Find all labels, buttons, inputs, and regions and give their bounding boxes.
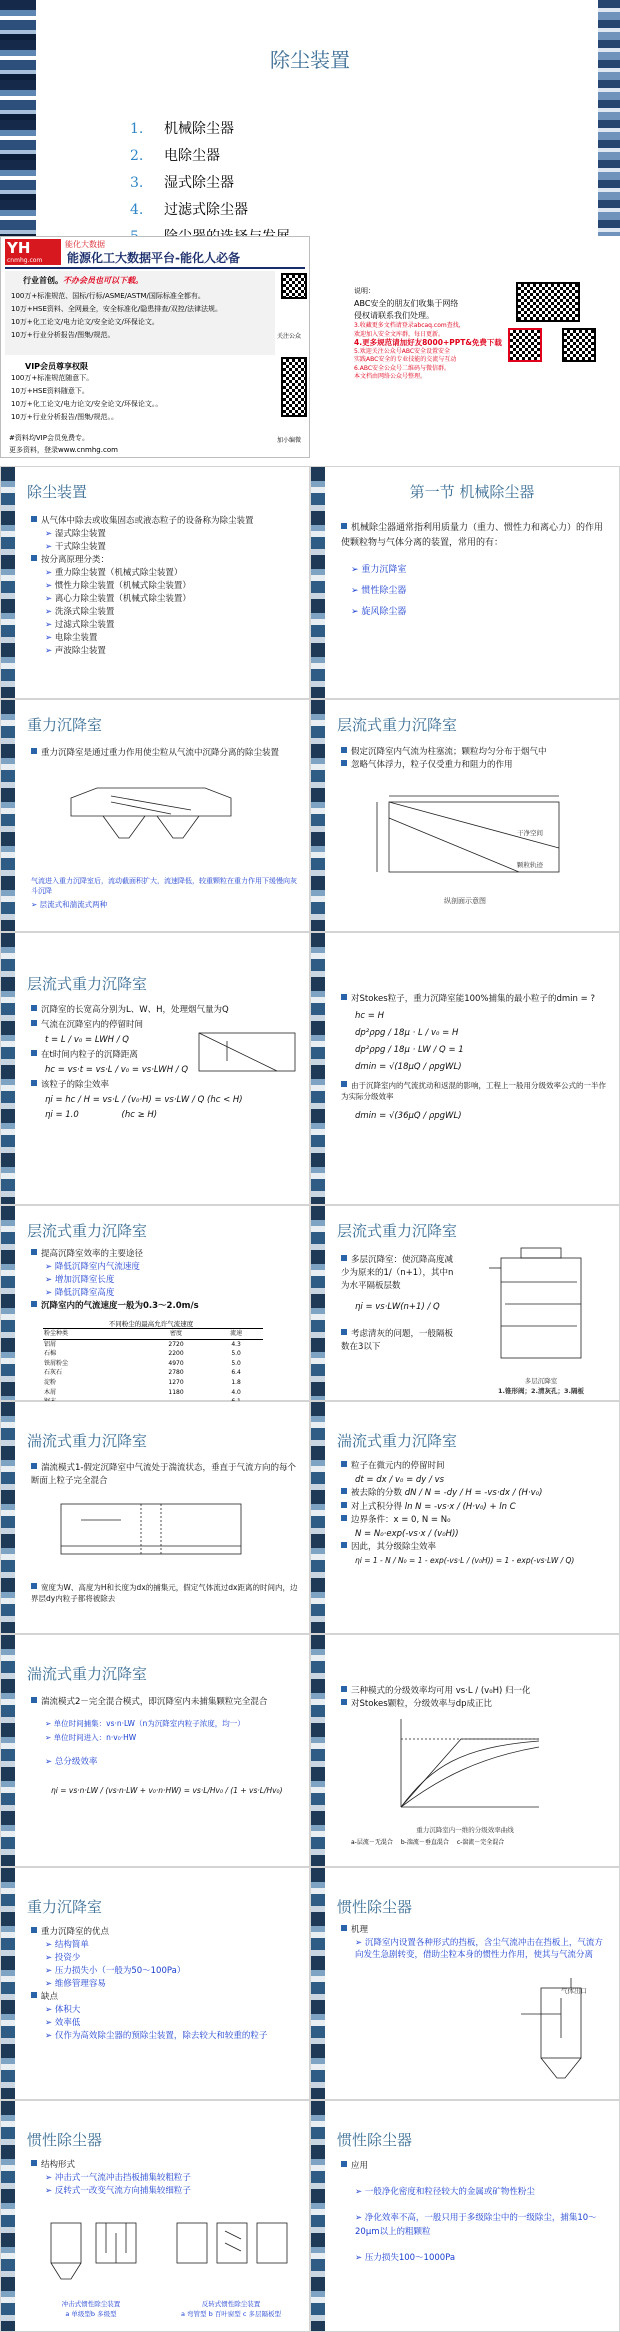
bullet-text: 宽度为W、高度为H和长度为dx的捕集元，假定气体流过dx距离的时间内，边界层dy内粒子都将被除去: [31, 1583, 298, 1603]
sub-bullet-text: 降低沉降室高度: [54, 1288, 115, 1298]
slide-stripe: [1, 700, 15, 931]
sub-bullet-text: ➢ 层流式和湍流式两种: [31, 900, 108, 909]
bullet-icon: [31, 2160, 37, 2166]
figure-caption: 1.锥形阀；2.清灰孔；3.隔板: [498, 1387, 584, 1395]
sub-bullet-text: 过滤式除尘装置: [54, 620, 115, 630]
ad-qr-caption-2: 加小编微: [277, 437, 302, 444]
table-cell: 1180: [168, 1388, 184, 1396]
ad-banner-left[interactable]: [0, 236, 310, 458]
slide-stripe: [311, 1402, 325, 1633]
table-row: [43, 1349, 263, 1359]
cover-item-num: 4.: [130, 202, 144, 218]
figure-caption: 反转式惯性除尘装置: [201, 2300, 261, 2308]
bullet-icon: [341, 994, 347, 1000]
bullet-text: 因此，其分级除尘效率: [351, 1542, 437, 1552]
ad-right-red-line: 3.收藏更多文档请登录abcaq.com查找，: [354, 322, 465, 329]
sub-bullet-text: 声波除尘装置: [54, 646, 106, 656]
slide-title: 层流式重力沉降室: [27, 1222, 148, 1240]
table-row: [43, 1388, 263, 1398]
formula: ηi = vs·n·LW / (vs·n·LW + v₀·n·HW) = vs·L/Hv₀ / (1 + vs·L/Hv₀): [51, 1786, 283, 1795]
bullet-text: 按分离原理分类：: [41, 555, 110, 565]
table-cell: 1270: [168, 1378, 184, 1386]
cover-item-label: 电除尘器: [164, 148, 220, 164]
ad-right-red-text: [354, 322, 504, 382]
formula: ln N = -vs·x / (H·v₀) + ln C: [404, 1501, 516, 1512]
slide-title: 湍流式重力沉降室: [27, 1432, 148, 1450]
bullet-text: 多层沉降室：使沉降高度减少为原来的1/（n+1），其中n为水平隔板层数: [341, 1255, 454, 1291]
legend-item: c-湍流－完全混合: [456, 1839, 505, 1846]
sub-bullet-text: 离心力除尘装置（机械式除尘装置）: [54, 594, 191, 604]
ad-right-label: 说明：: [354, 287, 375, 295]
bullet-text: 该粒子的除尘效率: [41, 1080, 110, 1090]
ad-right-qr-3[interactable]: [562, 328, 596, 362]
slide-body: [31, 746, 291, 760]
slide-stripe: [311, 1868, 325, 2099]
bullet-icon: [341, 1699, 347, 1705]
slide-body: 机理 ➢ 沉降室内设置各种形式的挡板，含尘气流冲击在挡板上，气流方向发生急剧转变，借助尘粒本身的惯性力作用，使其与气流分离: [341, 1924, 611, 1961]
ad-right-qr-1[interactable]: [508, 328, 542, 362]
slide-body: 重力沉降室的优点 ➢ 结构简单 ➢ 投资少 ➢ 压力损失小（一般为50～100Pa） ➢ 维修管理容易 缺点 ➢ 体积大 ➢ 效率低 ➢ 仅作为高效除尘器的预除尘装置，除去较大和较重的粒子: [31, 1926, 301, 2043]
slide-11: [0, 1401, 310, 1634]
bullet-text: 粒子在微元内的停留时间: [351, 1461, 445, 1471]
bullet-icon: [31, 1050, 37, 1056]
ad-free-note: 不办会员也可以下载。: [63, 276, 143, 285]
bullet-icon: [341, 1515, 347, 1521]
formula: dt = dx / v₀ = dy / vs: [355, 1474, 445, 1485]
bullet-icon: [341, 1925, 347, 1931]
figure-caption: a 弯管型 b 百叶窗型 c 多层隔板型: [180, 2310, 281, 2318]
table-caption: 不同粉尘的最高允许气流速度: [108, 1320, 194, 1328]
ad-right-red-line: 欢迎加入安全文库群，每日更新。: [354, 330, 445, 338]
ad-free-line: 10万+行业分析报告/图集/规范。: [11, 331, 115, 339]
sub-bullet-text: 增加沉降室长度: [54, 1275, 115, 1285]
slide-body-2: [31, 1582, 301, 1604]
slide-8: [310, 932, 620, 1205]
impact-collector-figure: [41, 2213, 141, 2293]
cover-item-label: 过滤式除尘器: [164, 202, 248, 218]
sub-bullet-text: 结构简单: [54, 1940, 89, 1950]
bullet-icon: [341, 2161, 347, 2167]
cover-list: [130, 118, 290, 238]
sub-bullet-text: 惯性除尘器: [361, 586, 407, 596]
ad-right-red-line: 4.更多规范请加好友8000+PPT&免费下载: [354, 338, 502, 347]
sub-bullet-text: 旋风除尘器: [361, 607, 407, 617]
slide-17: [0, 2100, 310, 2332]
figure-label-track: 颗粒轨迹: [517, 861, 543, 869]
ad-right-line1: ABC安全的朋友们收集于网络: [354, 299, 459, 308]
figure-caption: 纵剖面示意图: [444, 897, 486, 905]
formula: hc = vs·t = vs·L / v₀ = vs·LWH / Q: [45, 1065, 189, 1075]
ad-vip-box: [5, 359, 275, 431]
bullet-text: 应用: [351, 2161, 369, 2171]
ad-right-red-line: 5.欢迎关注公众号ABC安全设置安全: [354, 347, 451, 355]
formula: ηi = 1 - N / N₀ = 1 - exp(-vs·L / (v₀H)) = 1 - exp(-vs·LW / Q): [355, 1555, 575, 1565]
slide-stripe: [311, 933, 325, 1204]
bullet-icon: [31, 748, 37, 754]
ad-free-line: 10万+HSE资料、全网最全，安全标准化/隐患排查/双控/法律法规。: [11, 305, 222, 313]
slide-stripe: [1, 1635, 15, 1866]
sub-bullet-label: 层流式和湍流式两种: [39, 900, 108, 909]
slide-14: [310, 1634, 620, 1867]
formula-condition: (hc ≥ H): [121, 1110, 158, 1120]
bullet-icon: [31, 1583, 37, 1589]
sub-bullet-text: 效率低: [54, 2018, 81, 2028]
table-cell: 4970: [168, 1359, 184, 1367]
slide-title: 层流式重力沉降室: [27, 975, 148, 993]
slide-stripe: [311, 467, 325, 698]
table-header: 密度: [170, 1330, 183, 1337]
sub-bullet-text: 压力损失100～1000Pa: [364, 2253, 456, 2263]
ad-vip-line: 10万+化工论文/电力论文/安全论文/环保论文。。: [11, 400, 163, 408]
settling-chamber-figure: [71, 786, 231, 844]
slide-body: 机械除尘器通常指利用质量力（重力、惯性力和离心力）的作用使颗粒物与气体分离的装置，常用的有： ➢ 重力沉降室 ➢ 惯性除尘器 ➢ 旋风除尘器: [341, 523, 604, 617]
cover-item-num: 3.: [130, 175, 144, 191]
bullet-text: 在t时间内粒子的沉降距离: [41, 1050, 138, 1060]
slide-body: 应用 ➢ 一般净化密度和粒径较大的金属或矿物性粉尘 ➢ 净化效率不高，一般只用于多级除尘中的一级除尘，捕集10～20μm以上的粗颗粒 ➢ 压力损失100～1000Pa: [341, 2159, 603, 2265]
formula: t = L / v₀ = LWH / Q: [45, 1035, 129, 1045]
slide-title: 惯性除尘器: [337, 2131, 413, 2149]
ad-qr-caption-1: 关注公众: [277, 333, 302, 340]
formula: dp²ρpg / 18μ · L / v₀ = H: [355, 1028, 459, 1038]
sub-bullet-text: 体积大: [54, 2005, 81, 2015]
ad-qr-code-1[interactable]: [281, 273, 307, 299]
bullet-icon: [341, 760, 347, 766]
table-cell: 石灰石: [44, 1369, 63, 1377]
sub-bullet-text: 单位时间捕集：vs·n·LW（n为沉降室内粒子浓度，均一）: [53, 1719, 245, 1728]
ad-right-red-line: 6.ABC安全公众号二维码与微信群。: [354, 364, 451, 372]
sub-bullet-text: 压力损失小（一般为50～100Pa）: [54, 1966, 186, 1976]
bullet-text: 被去除的分数: [351, 1488, 403, 1498]
slide-stripe: [1, 1402, 15, 1633]
table-cell: 2780: [168, 1369, 184, 1377]
sub-bullet-text: 一般净化密度和粒径较大的金属或矿物性粉尘: [364, 2187, 535, 2197]
slide-caption: 气流进入重力沉降室后，流动截面积扩大，流速降低，较重颗粒在重力作用下缓慢向灰斗沉降: [31, 877, 297, 895]
baffle-figure: [511, 1978, 601, 2088]
reverse-collector-figure: [171, 2213, 291, 2293]
bullet-text: 忽略气体浮力，粒子仅受重力和阻力的作用: [351, 760, 513, 770]
ad-divider: [5, 267, 305, 269]
sub-bullet-text: 重力沉降室: [361, 565, 407, 575]
bullet-text: 对Stokes颗粒，分级效率与dp成正比: [351, 1699, 492, 1709]
cover-title: 除尘装置: [270, 48, 350, 72]
bullet-text: 沉降室内的气流速度一般为0.3～2.0m/s: [41, 1301, 199, 1311]
bullet-icon: [341, 1461, 347, 1467]
ad-free-line: 100万+标准规范、国标/行标/ASME/ASTM/国际标准全都有。: [11, 292, 205, 300]
bullet-icon: [341, 1686, 347, 1692]
chart-legend: [351, 1837, 611, 1846]
bullet-text: 湍流模式2－完全混合模式，即沉降室内未捕集颗粒完全混合: [41, 1697, 268, 1707]
ad-logo-url: cnmhg.com: [7, 257, 43, 264]
slide-13: [0, 1634, 310, 1867]
table-cell: 4.0: [231, 1388, 241, 1396]
slide-stripe: [1, 467, 15, 698]
bullet-icon: [31, 1927, 37, 1933]
bullet-icon: [341, 1488, 347, 1494]
sub-bullet-text: 重力除尘装置（机械式除尘装置）: [54, 568, 183, 578]
sub-bullet-text: 单位时间进入：n·v₀·HW: [53, 1733, 137, 1742]
table-cell: 4.3: [231, 1340, 241, 1348]
cover-item-num: 1.: [130, 121, 144, 137]
bullet-icon: [31, 1020, 37, 1026]
slide-3: [0, 466, 310, 699]
ad-free-box: [5, 271, 275, 355]
sub-bullet-text: 仅作为高效除尘器的预除尘装置，除去较大和较重的粒子: [54, 2031, 268, 2041]
bullet-icon: [31, 516, 37, 522]
table-header-row: [43, 1329, 263, 1340]
slide-15: [0, 1867, 310, 2100]
slide-title: 惯性除尘器: [337, 1898, 413, 1916]
bullet-text: 气流在沉降室内的停留时间: [41, 1020, 144, 1030]
table-cell: 铝屑: [44, 1340, 57, 1348]
slide-stripe: [1, 933, 15, 1204]
table-row: [43, 1378, 263, 1388]
slide-7: [0, 932, 310, 1205]
turbulent-element-figure: [51, 1498, 251, 1562]
slide-stripe: [311, 2101, 325, 2331]
slide-body: [31, 1462, 301, 1488]
slide-title: 湍流式重力沉降室: [337, 1432, 458, 1450]
ad-vip-line: 100万+标准规范随意下。: [11, 374, 94, 382]
cover-slide: [0, 0, 620, 236]
bullet-icon: [31, 1463, 37, 1469]
slide-title: 惯性除尘器: [27, 2131, 103, 2149]
ad-right-red-line: 实践ABC安全的专业技能的交流与互动: [354, 356, 457, 363]
slide-title: 重力沉降室: [27, 716, 103, 734]
slide-title: 湍流式重力沉降室: [27, 1665, 148, 1683]
slide-body: 结构形式 ➢ 冲击式一气流冲击挡板捕集较粗粒子 ➢ 反转式一改变气流方向捕集较细粒子: [31, 2159, 301, 2198]
table-cell: 淀粉: [44, 1378, 57, 1386]
sub-bullet-text: 投资少: [54, 1953, 81, 1963]
ad-logo-text: 能化大数据: [65, 240, 105, 249]
slide-body: [341, 1460, 611, 1566]
bullet-icon: [341, 1255, 347, 1261]
multi-tray-figure: [481, 1248, 601, 1368]
figure-label-path: 干净空间: [517, 829, 543, 837]
bullet-text: 三种模式的分级效率均可用 vs·L / (v₀H) 归一化: [351, 1686, 531, 1696]
bullet-text: 由于沉降室内的气流扰动和返混的影响，工程上一般用分级效率公式的一半作为实际分级效率: [341, 1081, 606, 1101]
slide-stripe: [1, 2101, 15, 2331]
trajectory-figure: [197, 1031, 297, 1075]
bullet-icon: [341, 1329, 347, 1335]
slide-body: [341, 1254, 461, 1354]
formula-condition: (hc < H): [207, 1095, 243, 1105]
table-header: 流速: [230, 1330, 243, 1337]
sub-bullet-text: 沉降室内设置各种形式的挡板，含尘气流冲击在挡板上，气流方向发生急剧转变，借助尘粒本身的惯性力作用，使其与气流分离: [355, 1938, 603, 1960]
bullet-text: 对Stokes粒子，重力沉降室能100%捕集的最小粒子的dmin = ?: [351, 994, 595, 1004]
bullet-icon: [31, 1005, 37, 1011]
slide-stripe: [311, 1206, 325, 1400]
ad-headline: 能源化工大数据平台-能化人必备: [67, 251, 240, 265]
bullet-icon: [341, 1502, 347, 1508]
table-cell: 2720: [168, 1340, 184, 1348]
bullet-text: 对上式积分得: [351, 1501, 403, 1512]
ad-right-line2: 侵权请联系我们处理。: [354, 311, 434, 320]
table-row: [43, 1368, 263, 1378]
bullet-text: 从气体中除去或收集固态或液态粒子的设备称为除尘装置: [41, 516, 254, 526]
sub-bullet-text: 冲击式一气流冲击挡板捕集较粗粒子: [54, 2173, 191, 2183]
chart-caption: 重力沉降室内一维的分级效率曲线: [416, 1826, 514, 1834]
bullet-text: 结构形式: [41, 2160, 76, 2170]
formula: ηi = 1.0: [45, 1110, 79, 1120]
ad-vip-line: 10万+行业分析报告/图集/规范。。: [11, 413, 118, 421]
slide-body: 湍流模式2－完全混合模式，即沉降室内未捕集颗粒完全混合 ➢ 单位时间捕集：vs·n·LW（n为沉降室内粒子浓度，均一） ➢ 单位时间进入：n·v₀·HW ➢ 总分级效率 ηi = vs·n·LW / (vs·n·LW + v₀·n·HW) = vs·L/Hv₀ / (1 + vs·L/Hv₀): [31, 1695, 301, 1796]
slide-title: 第一节 机械除尘器: [409, 483, 535, 501]
bullet-text: 重力沉降室的优点: [41, 1927, 110, 1937]
slide-stripe: [1, 1868, 15, 2099]
formula: dmin = √(18μQ / ρpgWL): [355, 1062, 462, 1072]
figure-label: 气体出口: [561, 1987, 587, 1995]
bullet-text: 湍流模式1-假定沉降室中气流处于湍流状态，垂直于气流方向的每个断面上粒子完全混合: [31, 1463, 296, 1486]
formula: dp²ρpg / 18μ · LW / Q = 1: [355, 1045, 464, 1055]
ad-right-red-line: 本文档由网络公众号整理。: [354, 373, 427, 380]
formula: ηi = hc / H = vs·L / (v₀·H) = vs·LW / Q: [45, 1095, 205, 1105]
table-cell: 铁屑粉尘: [44, 1359, 69, 1367]
ad-vip-title: VIP会员尊享权限: [25, 362, 89, 371]
ad-logo: YH cnmhg.com: [5, 239, 61, 265]
bullet-text: 边界条件：x = 0, N = N₀: [351, 1515, 451, 1525]
cover-item-label: 机械除尘器: [164, 121, 234, 137]
slide-stripe: [1, 1206, 15, 1400]
sub-bullet-text: 维修管理容易: [54, 1979, 106, 1989]
formula: hc = H: [355, 1011, 384, 1021]
ad-footer-1: #资料均VIP会员免费专。: [9, 434, 89, 442]
bullet-text: 机械除尘器通常指利用质量力（重力、惯性力和离心力）的作用使颗粒物与气体分离的装置，常用的有：: [341, 523, 604, 548]
table-cell: 5.0: [231, 1350, 241, 1358]
table-cell: 1.8: [231, 1378, 241, 1386]
slide-body: [341, 746, 611, 772]
slide-5: [0, 699, 310, 932]
sub-bullet-text: 惯性力除尘装置（机械式除尘装置）: [54, 581, 191, 591]
ad-banner-right[interactable]: [348, 282, 618, 398]
bullet-text: 缺点: [41, 1992, 59, 2002]
table-cell: 石棉: [44, 1350, 57, 1358]
ad-qr-code-2[interactable]: [281, 357, 307, 417]
bullet-icon: [31, 1992, 37, 1998]
bullet-icon: [341, 747, 347, 753]
bullet-icon: [341, 1542, 347, 1548]
bullet-text: 沉降室的长宽高分别为L、W、H，处理烟气量为Q: [41, 1005, 229, 1015]
slide-stripe: [311, 1635, 325, 1866]
slide-title: 除尘装置: [27, 483, 88, 501]
legend-item: a-层流－无混合: [351, 1839, 393, 1846]
sub-bullet-text: 降低沉降室内气流速度: [54, 1262, 140, 1272]
sub-bullet-text: 洗涤式除尘装置: [54, 607, 115, 617]
table-row: [43, 1339, 263, 1349]
cover-stripe-right: [598, 0, 620, 236]
bullet-icon: [341, 523, 347, 529]
slide-4: [310, 466, 620, 699]
bullet-icon: [31, 555, 37, 561]
bullet-text: 重力沉降室是通过重力作用使尘粒从气流中沉降分离的除尘装置: [41, 748, 280, 758]
legend-item: b-湍流－垂直混合: [400, 1839, 449, 1846]
table-header: 粉尘种类: [44, 1330, 69, 1337]
bullet-icon: [31, 1249, 37, 1255]
slide-9: [0, 1205, 310, 1401]
table-cell: 6.4: [231, 1369, 241, 1377]
slide-body: [341, 1685, 611, 1711]
sub-bullet-text: 总分级效率: [54, 1757, 98, 1767]
table-row: [43, 1359, 263, 1369]
slide-18: [310, 2100, 620, 2332]
table-cell: 5.0: [231, 1359, 241, 1367]
slide-12: [310, 1401, 620, 1634]
cover-item-num: 2.: [130, 148, 144, 164]
bullet-icon: [31, 1301, 37, 1307]
cover-stripe-left: [0, 0, 36, 236]
slide-6: [310, 699, 620, 932]
slide-body: 提高沉降室效率的主要途径 ➢ 降低沉降室内气流速度 ➢ 增加沉降室长度 ➢ 降低沉降室高度 沉降室内的气流速度一般为0.3～2.0m/s: [31, 1248, 301, 1313]
formula: ηi = vs·LW(n+1) / Q: [355, 1302, 440, 1312]
table-cell: 2200: [168, 1350, 184, 1358]
bullet-text: 假定沉降室内气流为柱塞流；颗粒均匀分布于烟气中: [351, 747, 547, 757]
sub-bullet-text: 湿式除尘装置: [54, 529, 106, 539]
formula: dmin = √(36μQ / ρpgWL): [355, 1111, 462, 1121]
sub-bullet-text: 净化效率不高，一般只用于多级除尘中的一级除尘，捕集10～20μm以上的粗颗粒: [355, 2213, 597, 2237]
ad-free-line: 10万+化工论文/电力论文/安全论文/环保论文。: [11, 318, 159, 326]
formula: dN / N = -dy / H = -vs·dx / (H·v₀): [404, 1488, 543, 1498]
sub-bullet-text: 反转式一改变气流方向捕集较细粒子: [54, 2186, 191, 2196]
sub-bullet-text: 电除尘装置: [54, 633, 98, 643]
efficiency-curves-figure: [391, 1717, 541, 1817]
bullet-text: 提高沉降室效率的主要途径: [41, 1249, 144, 1259]
bullet-icon: [31, 1697, 37, 1703]
ad-vip-line: 10万+HSE资料随意下。: [11, 387, 89, 395]
bullet-text: 考虑清灰的问题，一般隔板数在3以下: [341, 1329, 454, 1352]
figure-caption: 多层沉降室: [524, 1377, 558, 1385]
slide-body: [341, 991, 611, 1125]
ad-footer-2[interactable]: 更多资料，登录www.cnmhg.com: [9, 446, 118, 454]
table-cell: 木屑: [44, 1388, 57, 1396]
figure-caption: a 单级型b 多级型: [65, 2310, 117, 2318]
slide-title: 层流式重力沉降室: [337, 1222, 458, 1240]
cover-item-label: 湿式除尘器: [164, 175, 234, 191]
slide-10: [310, 1205, 620, 1401]
formula: N = N₀·exp(-vs·x / (v₀H)): [355, 1528, 459, 1539]
slide-16: [310, 1867, 620, 2100]
bullet-icon: [31, 1080, 37, 1086]
slide-body: 从气体中除去或收集固态或液态粒子的设备称为除尘装置 ➢ 湿式除尘装置 ➢ 干式除尘装置 按分离原理分类： ➢ 重力除尘装置（机械式除尘装置） ➢ 惯性力除尘装置（机械式除尘装置） ➢ 离心力除尘装置（机械式除尘装置） ➢ 洗涤式除尘装置 ➢ 过滤式除尘装置 ➢ 电除尘装置 ➢ 声波除尘装置: [31, 515, 301, 658]
slide-title: 层流式重力沉降室: [337, 716, 458, 734]
ad-free-title: 行业首创。: [23, 276, 63, 285]
bullet-text: 机理: [351, 1925, 369, 1935]
ad-right-qr-2[interactable]: [516, 282, 580, 322]
bullet-icon: [341, 1081, 347, 1087]
sub-bullet-text: 干式除尘装置: [54, 542, 106, 552]
slide-title: 重力沉降室: [27, 1898, 103, 1916]
figure-caption: 冲击式惯性除尘装置: [61, 2300, 121, 2308]
